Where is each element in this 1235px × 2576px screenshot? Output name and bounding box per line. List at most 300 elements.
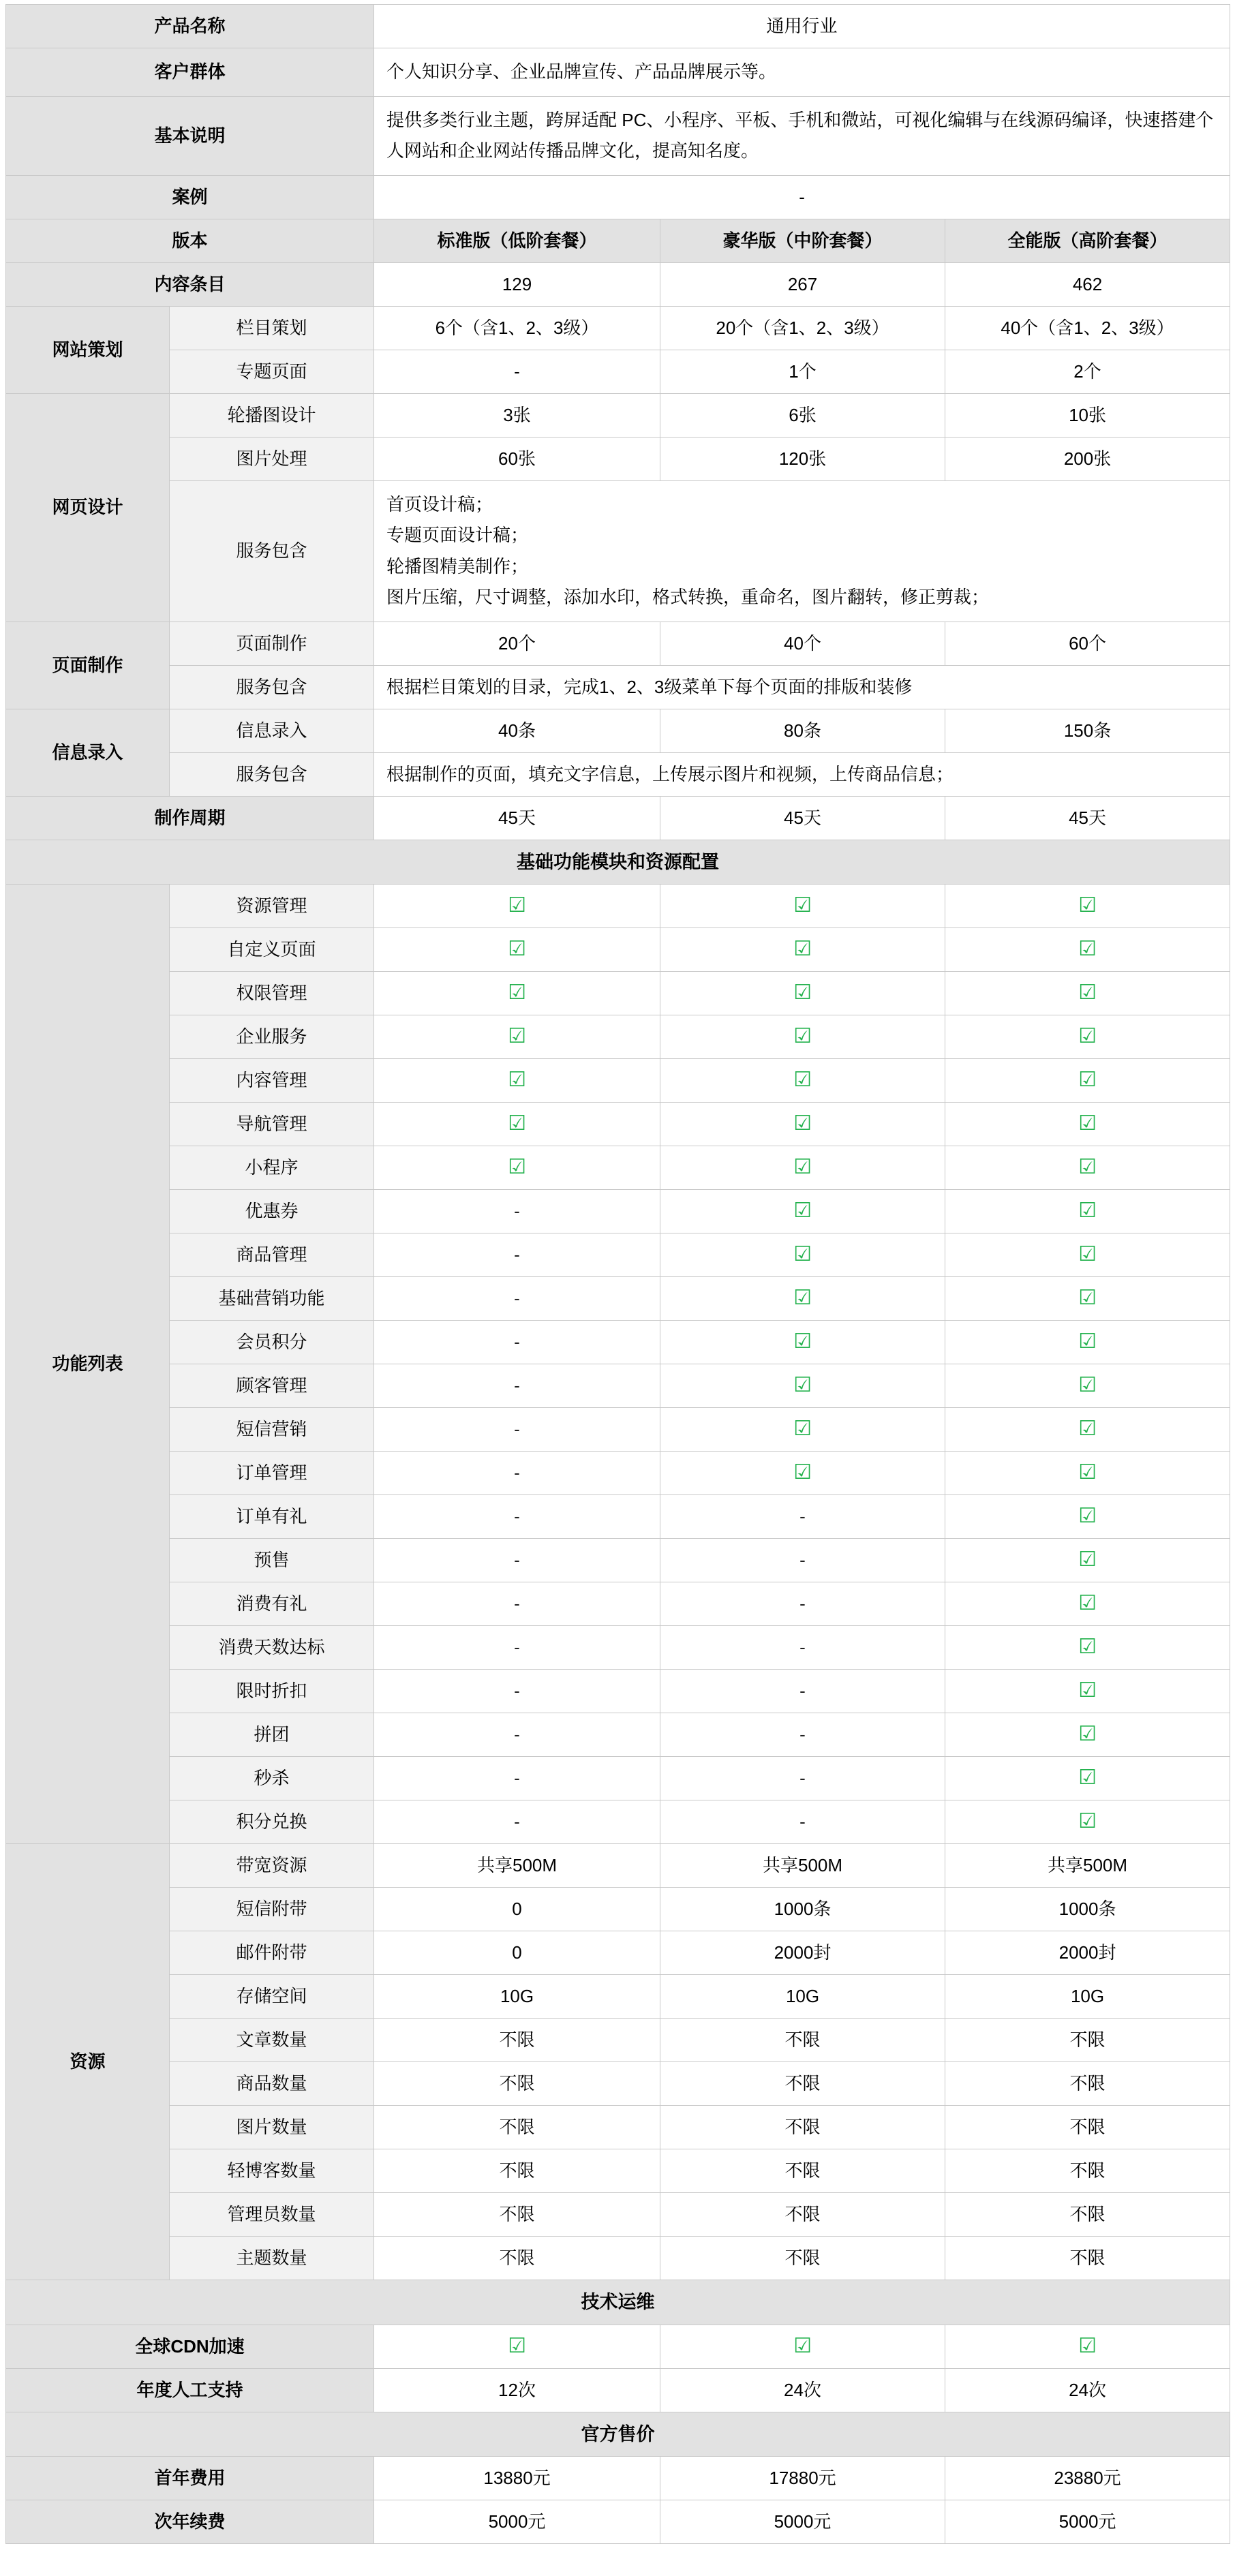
row-value: 13880元: [374, 2457, 660, 2500]
row-value: 5000元: [374, 2500, 660, 2544]
not-included-dash: -: [514, 1681, 520, 1701]
row-sublabel: 商品管理: [170, 1233, 374, 1277]
row-value: 267: [660, 262, 945, 306]
row-sublabel: 导航管理: [170, 1103, 374, 1146]
table-row: [6, 1146, 1230, 1190]
row-sublabel: 邮件附带: [170, 1931, 374, 1975]
row-value: 2000封: [660, 1931, 945, 1975]
plan-header: 标准版（低阶套餐）: [374, 219, 660, 262]
row-value: 不限: [374, 2106, 660, 2149]
row-value: 不限: [374, 2062, 660, 2106]
row-sublabel: 短信营销: [170, 1408, 374, 1452]
row-sublabel: 预售: [170, 1539, 374, 1582]
check-icon: ☑: [793, 1025, 812, 1047]
table-row: [6, 2237, 1230, 2280]
row-label: 次年续费: [6, 2500, 374, 2544]
table-row: [6, 885, 1230, 928]
row-value: [374, 1670, 660, 1713]
row-value: 根据栏目策划的目录，完成1、2、3级菜单下每个页面的排版和装修: [374, 665, 1230, 709]
check-icon: ☑: [793, 2334, 812, 2357]
row-sublabel: 栏目策划: [170, 306, 374, 350]
check-icon: ☑: [1078, 1679, 1097, 1702]
check-icon: ☑: [1078, 1461, 1097, 1484]
row-label: 首年费用: [6, 2457, 374, 2500]
check-icon: ☑: [793, 1199, 812, 1222]
row-value: [945, 1670, 1230, 1713]
check-icon: ☑: [1078, 1199, 1097, 1222]
table-row: [6, 437, 1230, 480]
row-value: [945, 1321, 1230, 1364]
row-value: 40个（含1、2、3级）: [945, 306, 1230, 350]
not-included-dash: -: [799, 1811, 806, 1832]
row-value: [660, 1800, 945, 1844]
row-value: [945, 972, 1230, 1015]
row-value: [374, 1146, 660, 1190]
table-row: [6, 709, 1230, 752]
row-value: [374, 1495, 660, 1539]
check-icon: ☑: [1078, 1417, 1097, 1440]
row-value: [945, 1103, 1230, 1146]
table-row: [6, 796, 1230, 840]
table-row: [6, 2457, 1230, 2500]
row-value: [660, 1757, 945, 1800]
row-value: [374, 972, 660, 1015]
table-row: [6, 1277, 1230, 1321]
check-icon: ☑: [793, 981, 812, 1004]
table-row: [6, 48, 1230, 97]
row-value: 不限: [374, 2149, 660, 2193]
table-row: [6, 1757, 1230, 1800]
not-included-dash: -: [799, 1637, 806, 1657]
row-value: 共享500M: [374, 1844, 660, 1888]
table-row: [6, 2280, 1230, 2325]
row-value: [945, 1190, 1230, 1233]
row-value: 45天: [660, 796, 945, 840]
section-label: 页面制作: [6, 622, 170, 709]
not-included-dash: -: [799, 1768, 806, 1788]
not-included-dash: -: [799, 1550, 806, 1570]
row-value: [945, 1408, 1230, 1452]
pricing-table-body: [6, 5, 1230, 2544]
table-row: [6, 2019, 1230, 2062]
row-value: [660, 1146, 945, 1190]
row-label: 全球CDN加速: [6, 2325, 374, 2368]
row-value: [660, 1582, 945, 1626]
row-sublabel: 专题页面: [170, 350, 374, 393]
row-value: [660, 1190, 945, 1233]
table-row: [6, 1015, 1230, 1059]
table-row: [6, 480, 1230, 622]
row-value: 不限: [374, 2019, 660, 2062]
table-row: [6, 1800, 1230, 1844]
row-value: [945, 1713, 1230, 1757]
row-value: 10张: [945, 393, 1230, 437]
row-sublabel: 文章数量: [170, 2019, 374, 2062]
row-value: 共享500M: [660, 1844, 945, 1888]
row-value: [660, 1713, 945, 1757]
row-value: [660, 1626, 945, 1670]
section-band: 官方售价: [6, 2412, 1230, 2457]
row-label: 内容条目: [6, 262, 374, 306]
not-included-dash: -: [514, 1332, 520, 1352]
table-row: [6, 928, 1230, 972]
row-sublabel: 轮播图设计: [170, 393, 374, 437]
check-icon: ☑: [1078, 1592, 1097, 1614]
table-row: [6, 5, 1230, 48]
table-row: [6, 2500, 1230, 2544]
row-value: 150条: [945, 709, 1230, 752]
check-icon: ☑: [793, 1243, 812, 1266]
table-row: [6, 1844, 1230, 1888]
row-value: [660, 1539, 945, 1582]
not-included-dash: -: [514, 1375, 520, 1396]
row-sublabel: 管理员数量: [170, 2193, 374, 2237]
row-sublabel: 图片数量: [170, 2106, 374, 2149]
section-label: 功能列表: [6, 885, 170, 1844]
row-label: 版本: [6, 219, 374, 262]
check-icon: ☑: [508, 1112, 526, 1135]
table-row: [6, 1670, 1230, 1713]
row-sublabel: 权限管理: [170, 972, 374, 1015]
row-value: 200张: [945, 437, 1230, 480]
row-value: [945, 1015, 1230, 1059]
table-row: [6, 1888, 1230, 1931]
table-row: [6, 665, 1230, 709]
row-value: [660, 928, 945, 972]
row-value: 80条: [660, 709, 945, 752]
row-value: [945, 1757, 1230, 1800]
row-value: 60个: [945, 622, 1230, 665]
row-value: [374, 1757, 660, 1800]
row-value: 120张: [660, 437, 945, 480]
row-value: 6个（含1、2、3级）: [374, 306, 660, 350]
row-value: [374, 1233, 660, 1277]
row-sublabel: 图片处理: [170, 437, 374, 480]
row-value: 不限: [945, 2193, 1230, 2237]
row-value: [945, 1059, 1230, 1103]
table-row: [6, 622, 1230, 665]
row-value: 3张: [374, 393, 660, 437]
check-icon: ☑: [793, 1112, 812, 1135]
row-value: 不限: [945, 2019, 1230, 2062]
row-value: 不限: [945, 2149, 1230, 2193]
check-icon: ☑: [508, 1025, 526, 1047]
row-value: [660, 1408, 945, 1452]
table-row: [6, 1364, 1230, 1408]
check-icon: ☑: [1078, 1069, 1097, 1091]
row-value: 10G: [945, 1975, 1230, 2019]
row-value: 23880元: [945, 2457, 1230, 2500]
row-sublabel: 优惠券: [170, 1190, 374, 1233]
row-value: 不限: [374, 2237, 660, 2280]
check-icon: ☑: [508, 981, 526, 1004]
row-value: [660, 1277, 945, 1321]
row-value: 不限: [945, 2062, 1230, 2106]
row-sublabel: 轻博客数量: [170, 2149, 374, 2193]
row-value: [945, 1582, 1230, 1626]
row-sublabel: 企业服务: [170, 1015, 374, 1059]
row-value: [374, 1277, 660, 1321]
row-value: [945, 1539, 1230, 1582]
row-label: 产品名称: [6, 5, 374, 48]
check-icon: ☑: [1078, 1766, 1097, 1789]
row-value: [374, 1103, 660, 1146]
row-sublabel: 服务包含: [170, 752, 374, 796]
not-included-dash: -: [514, 1506, 520, 1527]
row-label: 年度人工支持: [6, 2368, 374, 2412]
table-row: [6, 2062, 1230, 2106]
check-icon: ☑: [1078, 938, 1097, 960]
section-label: 资源: [6, 1844, 170, 2280]
pricing-table: [5, 4, 1230, 2544]
row-value: [660, 885, 945, 928]
table-row: [6, 2193, 1230, 2237]
row-value: [945, 1495, 1230, 1539]
row-value: [660, 1321, 945, 1364]
row-value: 1000条: [945, 1888, 1230, 1931]
check-icon: ☑: [793, 1417, 812, 1440]
table-row: [6, 1931, 1230, 1975]
row-value: [660, 1452, 945, 1495]
row-value: [660, 1103, 945, 1146]
row-value: [945, 928, 1230, 972]
table-row: [6, 2325, 1230, 2368]
check-icon: ☑: [793, 894, 812, 917]
check-icon: ☑: [1078, 1548, 1097, 1571]
row-value: 40条: [374, 709, 660, 752]
row-value: [660, 1670, 945, 1713]
check-icon: ☑: [508, 1156, 526, 1178]
row-value: 不限: [660, 2019, 945, 2062]
not-included-dash: -: [514, 1462, 520, 1483]
row-value: [374, 1059, 660, 1103]
check-icon: ☑: [1078, 1636, 1097, 1658]
row-value: 462: [945, 262, 1230, 306]
check-icon: ☑: [793, 1330, 812, 1353]
table-row: [6, 219, 1230, 262]
row-value: 10G: [374, 1975, 660, 2019]
row-sublabel: 页面制作: [170, 622, 374, 665]
not-included-dash: -: [799, 1506, 806, 1527]
table-row: [6, 2368, 1230, 2412]
row-value: [374, 1364, 660, 1408]
row-value: [374, 1452, 660, 1495]
row-value: 个人知识分享、企业品牌宣传、产品品牌展示等。: [374, 48, 1230, 97]
row-value: [945, 1233, 1230, 1277]
row-value: 24次: [660, 2368, 945, 2412]
row-value: [945, 1452, 1230, 1495]
row-value: [374, 1190, 660, 1233]
row-value: 不限: [660, 2149, 945, 2193]
row-value: [945, 1277, 1230, 1321]
row-value: [945, 1800, 1230, 1844]
row-sublabel: 带宽资源: [170, 1844, 374, 1888]
table-row: [6, 1495, 1230, 1539]
check-icon: ☑: [1078, 981, 1097, 1004]
row-value: [660, 972, 945, 1015]
row-value: 通用行业: [374, 5, 1230, 48]
row-sublabel: 秒杀: [170, 1757, 374, 1800]
row-label: 案例: [6, 175, 374, 219]
row-value: 提供多类行业主题，跨屏适配 PC、小程序、平板、手机和微站，可视化编辑与在线源码编译，快速搭建个人网站和企业网站传播品牌文化，提高知名度。: [374, 96, 1230, 175]
not-included-dash: -: [514, 1593, 520, 1614]
row-value: [660, 1233, 945, 1277]
row-value: [945, 2325, 1230, 2368]
row-value: [374, 1408, 660, 1452]
check-icon: ☑: [508, 1069, 526, 1091]
row-sublabel: 订单管理: [170, 1452, 374, 1495]
row-sublabel: 小程序: [170, 1146, 374, 1190]
row-value: 10G: [660, 1975, 945, 2019]
row-sublabel: 商品数量: [170, 2062, 374, 2106]
row-sublabel: 短信附带: [170, 1888, 374, 1931]
row-value: 首页设计稿； 专题页面设计稿； 轮播图精美制作； 图片压缩，尺寸调整，添加水印，格式转换，重命名，图片翻转，修正剪裁；: [374, 480, 1230, 622]
table-row: [6, 350, 1230, 393]
check-icon: ☑: [793, 1461, 812, 1484]
row-value: 不限: [660, 2062, 945, 2106]
row-value: [374, 928, 660, 972]
row-sublabel: 资源管理: [170, 885, 374, 928]
row-value: 根据制作的页面，填充文字信息，上传展示图片和视频，上传商品信息；: [374, 752, 1230, 796]
check-icon: ☑: [1078, 2334, 1097, 2357]
row-value: [660, 1015, 945, 1059]
check-icon: ☑: [1078, 1723, 1097, 1745]
check-icon: ☑: [1078, 1112, 1097, 1135]
row-value: 12次: [374, 2368, 660, 2412]
table-row: [6, 96, 1230, 175]
check-icon: ☑: [1078, 1505, 1097, 1527]
row-value: 45天: [945, 796, 1230, 840]
row-sublabel: 消费天数达标: [170, 1626, 374, 1670]
check-icon: ☑: [1078, 1330, 1097, 1353]
plan-header: 豪华版（中阶套餐）: [660, 219, 945, 262]
row-value: [374, 1800, 660, 1844]
not-included-dash: -: [514, 1637, 520, 1657]
table-row: [6, 393, 1230, 437]
table-row: [6, 1408, 1230, 1452]
check-icon: ☑: [508, 2334, 526, 2357]
row-value: [945, 1626, 1230, 1670]
table-row: [6, 306, 1230, 350]
section-label: 网站策划: [6, 306, 170, 393]
row-label: 客户群体: [6, 48, 374, 97]
row-value: [945, 1146, 1230, 1190]
table-row: [6, 175, 1230, 219]
check-icon: ☑: [1078, 1287, 1097, 1309]
table-row: [6, 2106, 1230, 2149]
section-band: 基础功能模块和资源配置: [6, 840, 1230, 885]
not-included-dash: -: [799, 1681, 806, 1701]
check-icon: ☑: [508, 938, 526, 960]
row-value: [660, 1364, 945, 1408]
row-sublabel: 会员积分: [170, 1321, 374, 1364]
check-icon: ☑: [508, 894, 526, 917]
not-included-dash: -: [514, 1768, 520, 1788]
row-value: [374, 1015, 660, 1059]
row-value: 5000元: [660, 2500, 945, 2544]
row-sublabel: 积分兑换: [170, 1800, 374, 1844]
row-sublabel: 限时折扣: [170, 1670, 374, 1713]
row-value: 不限: [660, 2193, 945, 2237]
row-value: [660, 1059, 945, 1103]
table-row: [6, 1975, 1230, 2019]
row-value: [374, 1713, 660, 1757]
row-value: 不限: [945, 2106, 1230, 2149]
section-label: 信息录入: [6, 709, 170, 796]
table-row: [6, 1582, 1230, 1626]
check-icon: ☑: [1078, 1025, 1097, 1047]
row-value: 不限: [945, 2237, 1230, 2280]
section-band: 技术运维: [6, 2280, 1230, 2325]
not-included-dash: -: [514, 1550, 520, 1570]
check-icon: ☑: [793, 938, 812, 960]
row-value: 2个: [945, 350, 1230, 393]
check-icon: ☑: [1078, 1243, 1097, 1266]
table-row: [6, 1059, 1230, 1103]
row-value: 129: [374, 262, 660, 306]
row-value: 2000封: [945, 1931, 1230, 1975]
row-value: 40个: [660, 622, 945, 665]
row-sublabel: 主题数量: [170, 2237, 374, 2280]
check-icon: ☑: [1078, 894, 1097, 917]
row-value: [374, 1321, 660, 1364]
row-label: 制作周期: [6, 796, 374, 840]
row-value: [660, 1495, 945, 1539]
row-sublabel: 顾客管理: [170, 1364, 374, 1408]
not-included-dash: -: [514, 1244, 520, 1265]
row-value: 不限: [374, 2193, 660, 2237]
table-row: [6, 1233, 1230, 1277]
row-value: [945, 1364, 1230, 1408]
table-row: [6, 262, 1230, 306]
not-included-dash: -: [514, 1201, 520, 1221]
row-sublabel: 订单有礼: [170, 1495, 374, 1539]
row-value: 不限: [660, 2106, 945, 2149]
row-value: [374, 1582, 660, 1626]
table-row: [6, 1626, 1230, 1670]
table-row: [6, 752, 1230, 796]
table-row: [6, 2412, 1230, 2457]
row-value: [660, 2325, 945, 2368]
table-row: [6, 1539, 1230, 1582]
row-value: [374, 885, 660, 928]
row-value: 0: [374, 1888, 660, 1931]
row-value: [945, 885, 1230, 928]
row-value: 5000元: [945, 2500, 1230, 2544]
not-included-dash: -: [799, 1724, 806, 1745]
row-sublabel: 拼团: [170, 1713, 374, 1757]
row-value: 24次: [945, 2368, 1230, 2412]
table-row: [6, 1452, 1230, 1495]
row-sublabel: 服务包含: [170, 665, 374, 709]
row-value: 1000条: [660, 1888, 945, 1931]
row-sublabel: 自定义页面: [170, 928, 374, 972]
row-label: 基本说明: [6, 96, 374, 175]
not-included-dash: -: [514, 1724, 520, 1745]
check-icon: ☑: [1078, 1374, 1097, 1396]
plan-header: 全能版（高阶套餐）: [945, 219, 1230, 262]
row-value: 6张: [660, 393, 945, 437]
table-row: [6, 1103, 1230, 1146]
row-sublabel: 消费有礼: [170, 1582, 374, 1626]
row-value: [374, 1626, 660, 1670]
table-row: [6, 1190, 1230, 1233]
table-row: [6, 840, 1230, 885]
row-value: 1个: [660, 350, 945, 393]
row-value: [374, 1539, 660, 1582]
row-sublabel: 内容管理: [170, 1059, 374, 1103]
row-sublabel: 基础营销功能: [170, 1277, 374, 1321]
